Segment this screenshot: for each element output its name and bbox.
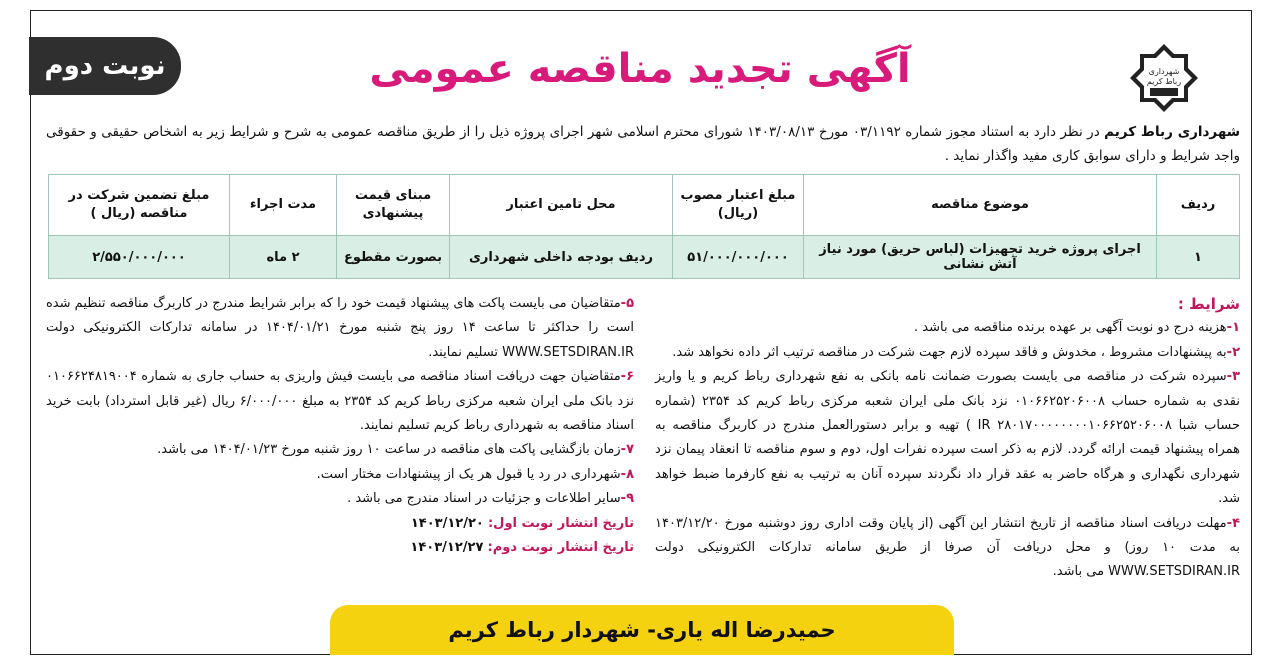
conditions-left-column (46, 292, 634, 560)
cell-price-basis: بصورت مقطوع (337, 236, 450, 279)
header-subject: موضوع مناقصه (804, 175, 1157, 236)
cell-guarantee-amount: ۲/۵۵۰/۰۰۰/۰۰۰ (49, 236, 230, 279)
mayor-signature-bar: حمیدرضا اله یاری- شهردار رباط کریم (330, 605, 954, 655)
condition-item: ۸-شهرداری در رد یا قبول هر یک از پیشنهادات مختار است. (316, 466, 634, 482)
cell-approved-credit: ۵۱/۰۰۰/۰۰۰/۰۰۰ (673, 236, 804, 279)
cell-subject: اجرای پروژه خرید تجهیزات (لباس حریق) مورد نیاز آتش نشانی (804, 236, 1157, 279)
header-duration: مدت اجراء (230, 175, 337, 236)
header-price-basis: مبنای قیمت پیشنهادی (337, 175, 450, 236)
header-guarantee-amount: مبلغ تضمین شرکت در مناقصه (ریال ) (49, 175, 230, 236)
logo-text-2: رباط کریم (1146, 77, 1182, 86)
condition-item: ۴-مهلت دریافت اسناد مناقصه از تاریخ انتشار این آگهی (از پایان وقت اداری روز دوشنبه مورخ ۱۴۰۳/۱۲/۲۰ به مدت ۱۰ روز) و محل دریافت آن صرفا از طریق سامانه تدارکات الکترونیکی دولت WWW.SETSDIRAN.IR می باشد. (655, 515, 1240, 580)
cell-row-number: ۱ (1157, 236, 1240, 279)
condition-item: ۶-متقاضیان جهت دریافت اسناد مناقصه می بایست فیش واریزی به حساب جاری به شماره ۰۱۰۶۶۲۴۸۱۹۰۰۴ نزد بانک ملی ایران شعبه مرکزی رباط کریم کد ۲۳۵۴ به مبلغ ۶/۰۰۰/۰۰۰ ریال (غیر قابل استرداد) بابت خرید اسناد مناقصه به شهرداری رباط کریم تسلیم نمایند. (46, 369, 634, 434)
logo-text-1: شهرداری (1148, 67, 1180, 76)
condition-item: ۳-سپرده شرکت در مناقصه می بایست بصورت ضمانت نامه بانکی به نفع شهرداری رباط کریم و یا واریز نقدی به شماره حساب ۰۱۰۶۶۲۵۲۰۶۰۰۸ نزد بانک ملی ایران شعبه مرکزی رباط کریم کد ۲۳۵۴ (شماره حساب شبا IR ۲۸۰۱۷۰۰۰۰۰۰۰۰۱۰۶۶۲۵۲۰۶۰۰۸ ) تهیه و برابر دستورالعمل مندرج در کاربرگ مناقصه به همراه پیشنهاد قیمت ارائه گردد. لازم به ذکر است سپرده نفرات اول، دوم و سوم مناقصه تا انعقاد پیمان نزد شهرداری نگهداری و هرگاه حاضر به عقد قرار داد نگردند سپرده آنان به ترتیب به نفع کارفرما ضبط خواهد شد. (655, 369, 1241, 507)
condition-item: ۱-هزینه درج دو نوبت آگهی بر عهده برنده مناقصه می باشد . (914, 320, 1240, 336)
header-approved-credit: مبلغ اعتبار مصوب (ریال) (673, 175, 804, 236)
round-badge: نوبت دوم (29, 37, 181, 95)
notice-title: آگهی تجدید مناقصه عمومی (369, 46, 911, 92)
tender-table (48, 174, 1240, 279)
condition-item: ۲-به پیشنهادات مشروط ، مخدوش و فاقد سپرده لازم جهت شرکت در مناقصه ترتیب اثر داده نخواهد شد. (672, 344, 1240, 360)
intro-paragraph (46, 120, 1240, 168)
conditions-right-column (655, 292, 1240, 585)
header-funding-source: محل تامین اعتبار (450, 175, 673, 236)
table-row (49, 236, 1240, 279)
table-header-row (49, 175, 1240, 236)
cell-funding-source: ردیف بودجه داخلی شهرداری (450, 236, 673, 279)
conditions-heading: شرایط : (1177, 295, 1240, 313)
condition-item: ۷-زمان بازگشایی پاکت های مناقصه در ساعت ۱۰ روز شنبه مورخ ۱۴۰۴/۰۱/۲۳ می باشد. (157, 442, 634, 458)
publish-date-second: تاریخ انتشار نوبت دوم: ۱۴۰۳/۱۲/۲۷ (410, 540, 634, 556)
intro-text: در نظر دارد به استناد مجوز شماره ۰۳/۱۱۹۲ مورخ ۱۴۰۳/۰۸/۱۳ شورای محترم اسلامی شهر اجرای پروژه ذیل را از طریق مناقصه عمومی به شرح و شرایط زیر به اشخاص حقیقی و حقوقی واجد شرایط و دارای سوابق کاری مفید واگذار نماید . (46, 124, 1240, 164)
condition-item: ۵-متقاضیان می بایست پاکت های پیشنهاد قیمت خود را که برابر شرایط مندرج در کاربرگ مناقصه تنظیم شده است را حداکثر تا ساعت ۱۴ روز پنج شنبه مورخ ۱۴۰۴/۰۱/۲۱ در سامانه تدارکات الکترونیکی دولت WWW.SETSDIRAN.IR تسلیم نمایند. (46, 296, 634, 360)
header-row-number: ردیف (1157, 175, 1240, 236)
condition-item: ۹-سایر اطلاعات و جزئیات در اسناد مندرج می باشد . (347, 491, 634, 507)
municipality-logo-icon (1128, 42, 1200, 114)
cell-duration: ۲ ماه (230, 236, 337, 279)
intro-org: شهرداری رباط کریم (1104, 124, 1241, 140)
publish-date-first: تاریخ انتشار نوبت اول: ۱۴۰۳/۱۲/۲۰ (410, 515, 634, 531)
